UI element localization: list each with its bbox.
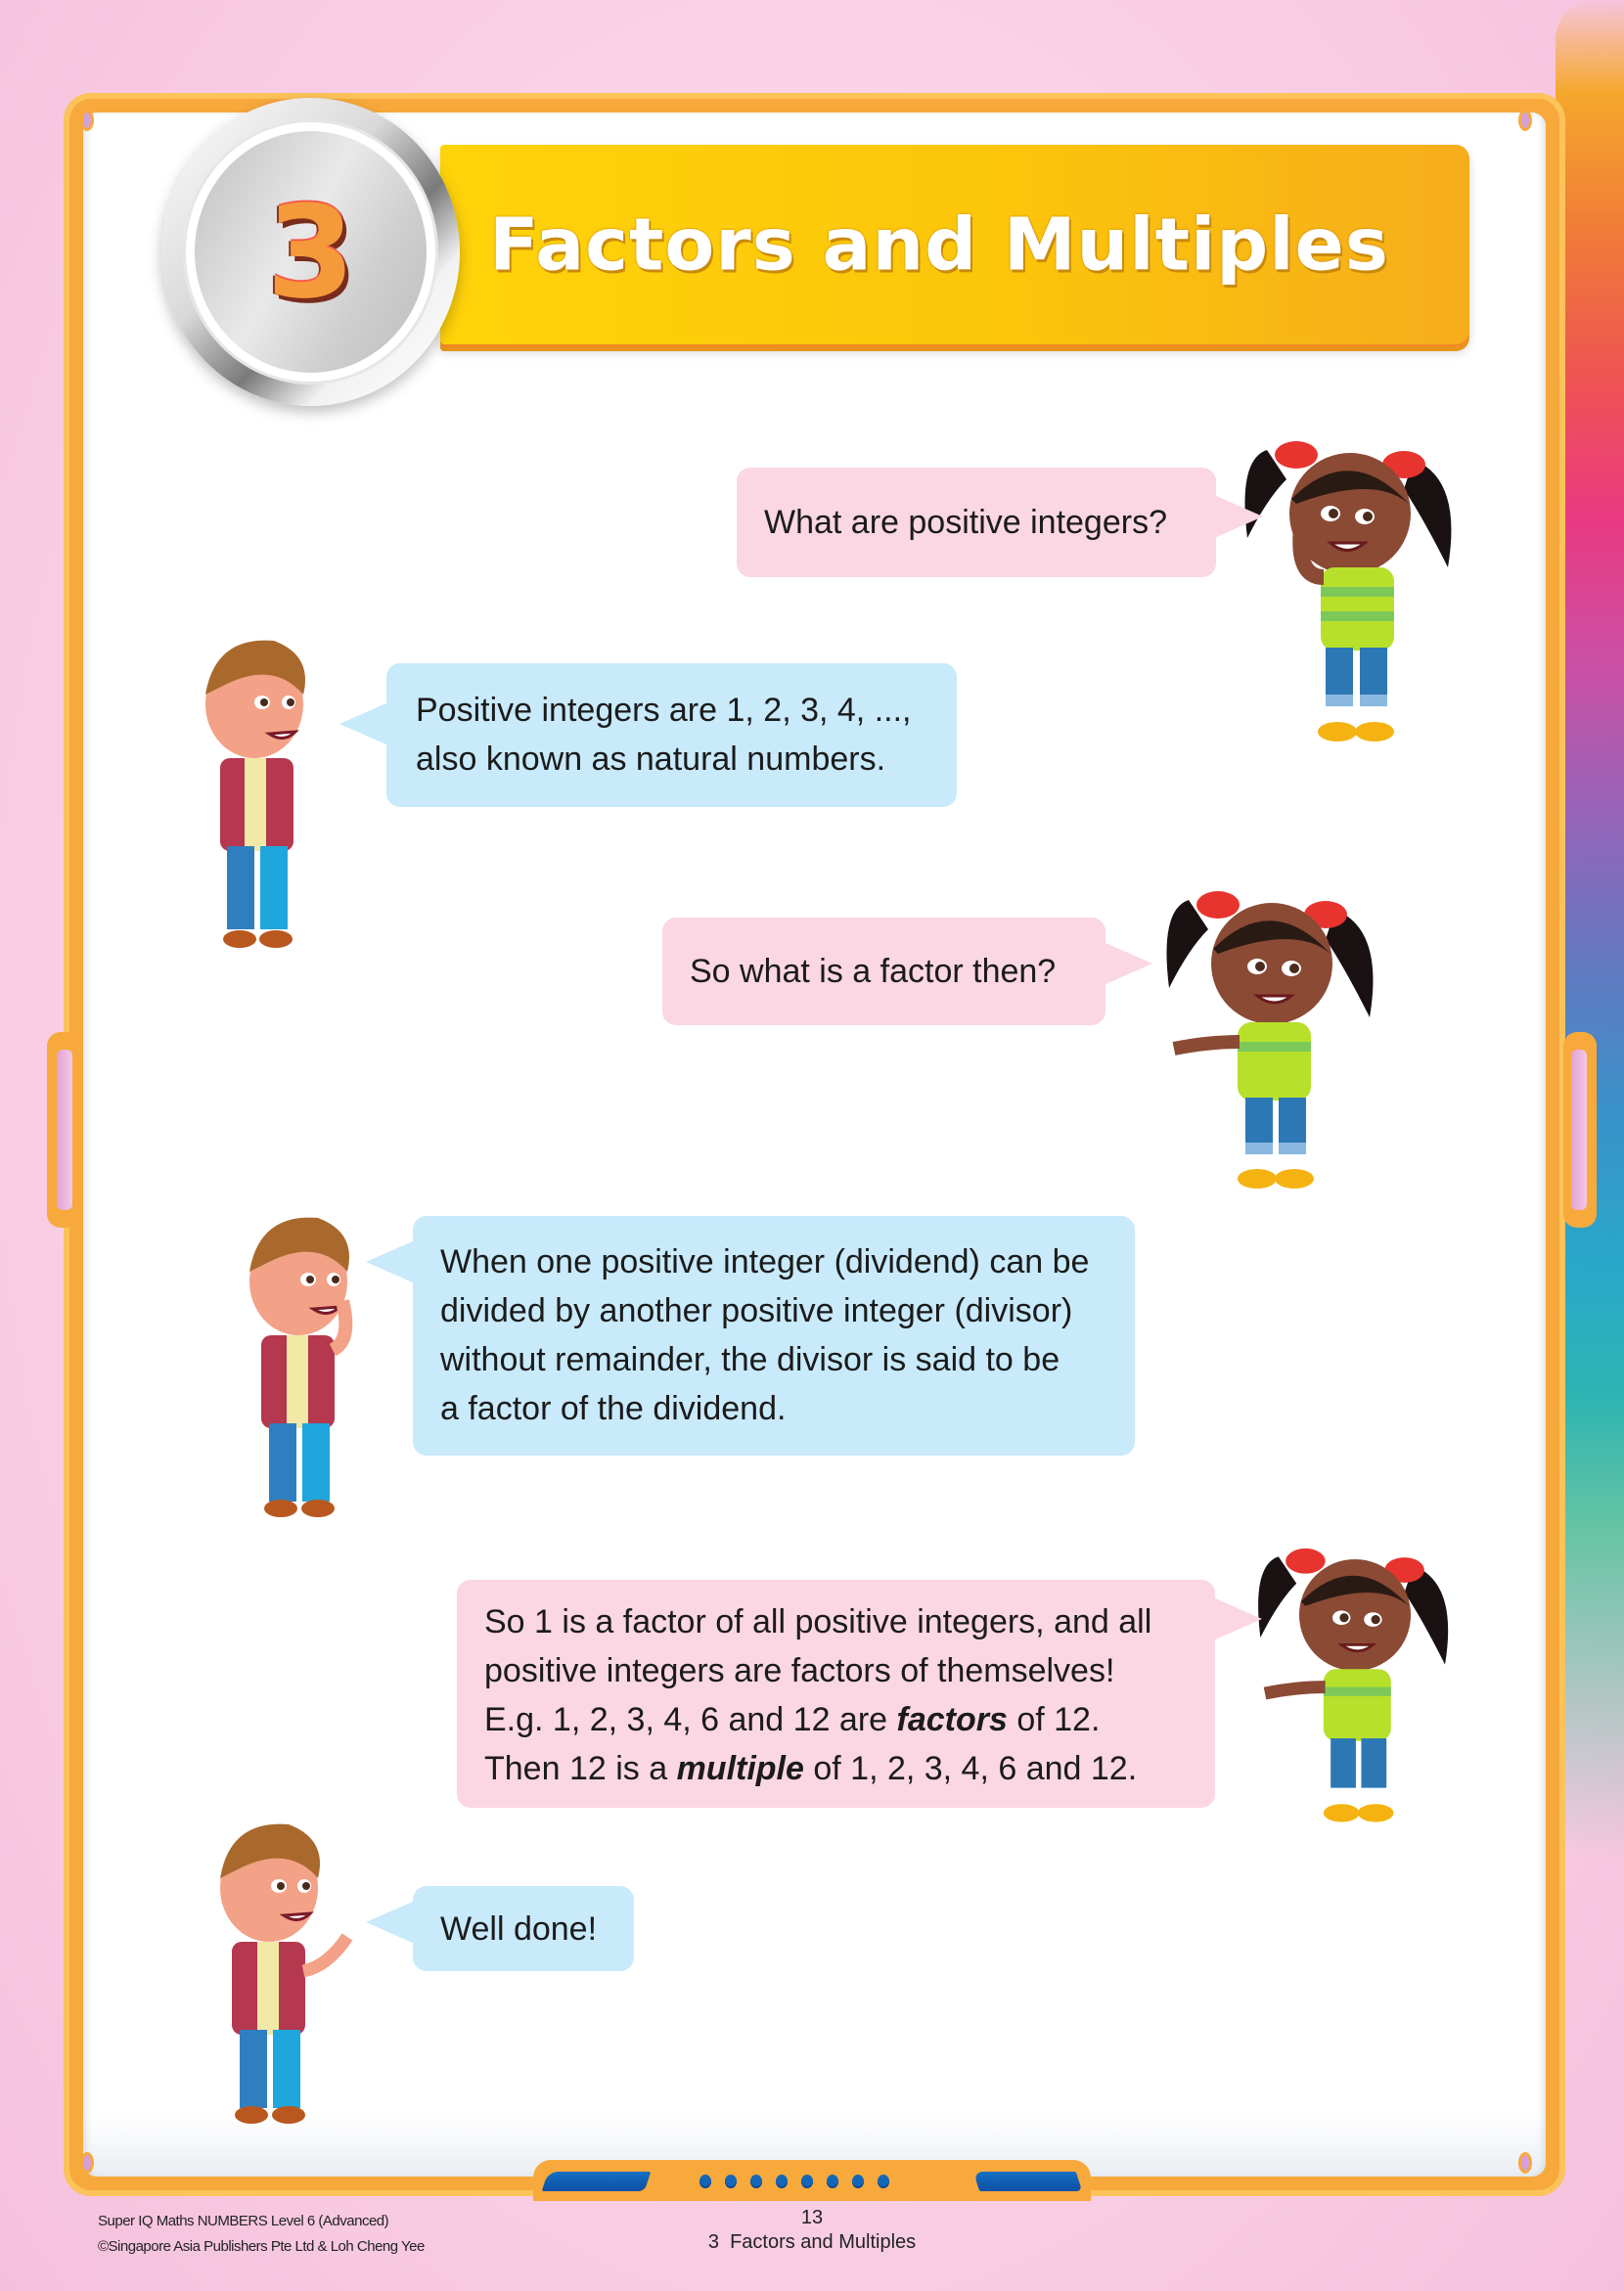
frame-rivet [80, 110, 94, 131]
bubble-line: Then 12 is a multiple of 1, 2, 3, 4, 6 and 12. [484, 1750, 1138, 1787]
bottom-bar-slot [973, 2172, 1082, 2191]
bubble-line: also known as natural numbers. [416, 741, 886, 778]
chapter-number: 3 [266, 177, 355, 327]
paint-splash-decoration [1556, 0, 1624, 1859]
bubble-line: a factor of the dividend. [440, 1390, 787, 1427]
girl-character-pointing-icon [1150, 871, 1394, 1203]
page-number: 13 [800, 2207, 824, 2228]
bubble-line: So 1 is a factor of all positive integers, and all [484, 1603, 1152, 1640]
book-title: Super IQ Maths NUMBERS Level 6 (Advanced) [98, 2213, 389, 2229]
bottom-bar-slot [542, 2172, 651, 2191]
speech-bubble-girl [457, 1580, 1215, 1808]
chapter-title-banner [440, 145, 1469, 347]
bubble-line: without remainder, the divisor is said to be [440, 1341, 1060, 1378]
emphasis-factors: factors [896, 1701, 1008, 1738]
bubble-line: positive integers are factors of themselves! [484, 1652, 1115, 1689]
chapter-number-badge [161, 98, 460, 406]
bubble-line: When one positive integer (dividend) can be [440, 1243, 1090, 1280]
boy-character-icon [186, 626, 323, 959]
speech-bubble-boy [413, 1216, 1135, 1456]
boy-character-thinking-icon [230, 1203, 367, 1526]
bubble-line: divided by another positive integer (divisor) [440, 1292, 1073, 1329]
frame-rivet [80, 2152, 94, 2174]
frame-bottom-bar [533, 2160, 1091, 2201]
bubble-line: What are positive integers? [764, 504, 1167, 541]
footer-page-info [665, 2206, 959, 2255]
speech-bubble-boy [386, 663, 957, 807]
frame-rivet [1518, 110, 1532, 131]
frame-rivet [1518, 2152, 1532, 2174]
footer-book-info [98, 2209, 425, 2260]
girl-character-icon [1228, 421, 1472, 753]
speech-bubble-girl [662, 918, 1105, 1025]
frame-side-tab-left [47, 1032, 80, 1228]
copyright: ©Singapore Asia Publishers Pte Ltd & Loh Cheng Yee [98, 2238, 425, 2255]
bubble-line: Positive integers are 1, 2, 3, 4, ..., [416, 692, 912, 729]
girl-character-presenting-icon [1242, 1521, 1467, 1844]
speech-bubble-boy [413, 1886, 634, 1971]
bottom-bar-dots [699, 2175, 889, 2188]
bubble-line: E.g. 1, 2, 3, 4, 6 and 12 are factors of 12. [484, 1701, 1101, 1738]
page-title: Factors and Multiples [489, 202, 1389, 287]
emphasis-multiple: multiple [676, 1750, 804, 1787]
bubble-line: So what is a factor then? [690, 953, 1057, 990]
boy-character-pointing-icon [201, 1810, 367, 2133]
speech-bubble-girl [737, 468, 1216, 577]
frame-side-tab-right [1563, 1032, 1597, 1228]
bubble-line: Well done! [440, 1910, 598, 1948]
chapter-label: 3 Factors and Multiples [707, 2231, 917, 2253]
